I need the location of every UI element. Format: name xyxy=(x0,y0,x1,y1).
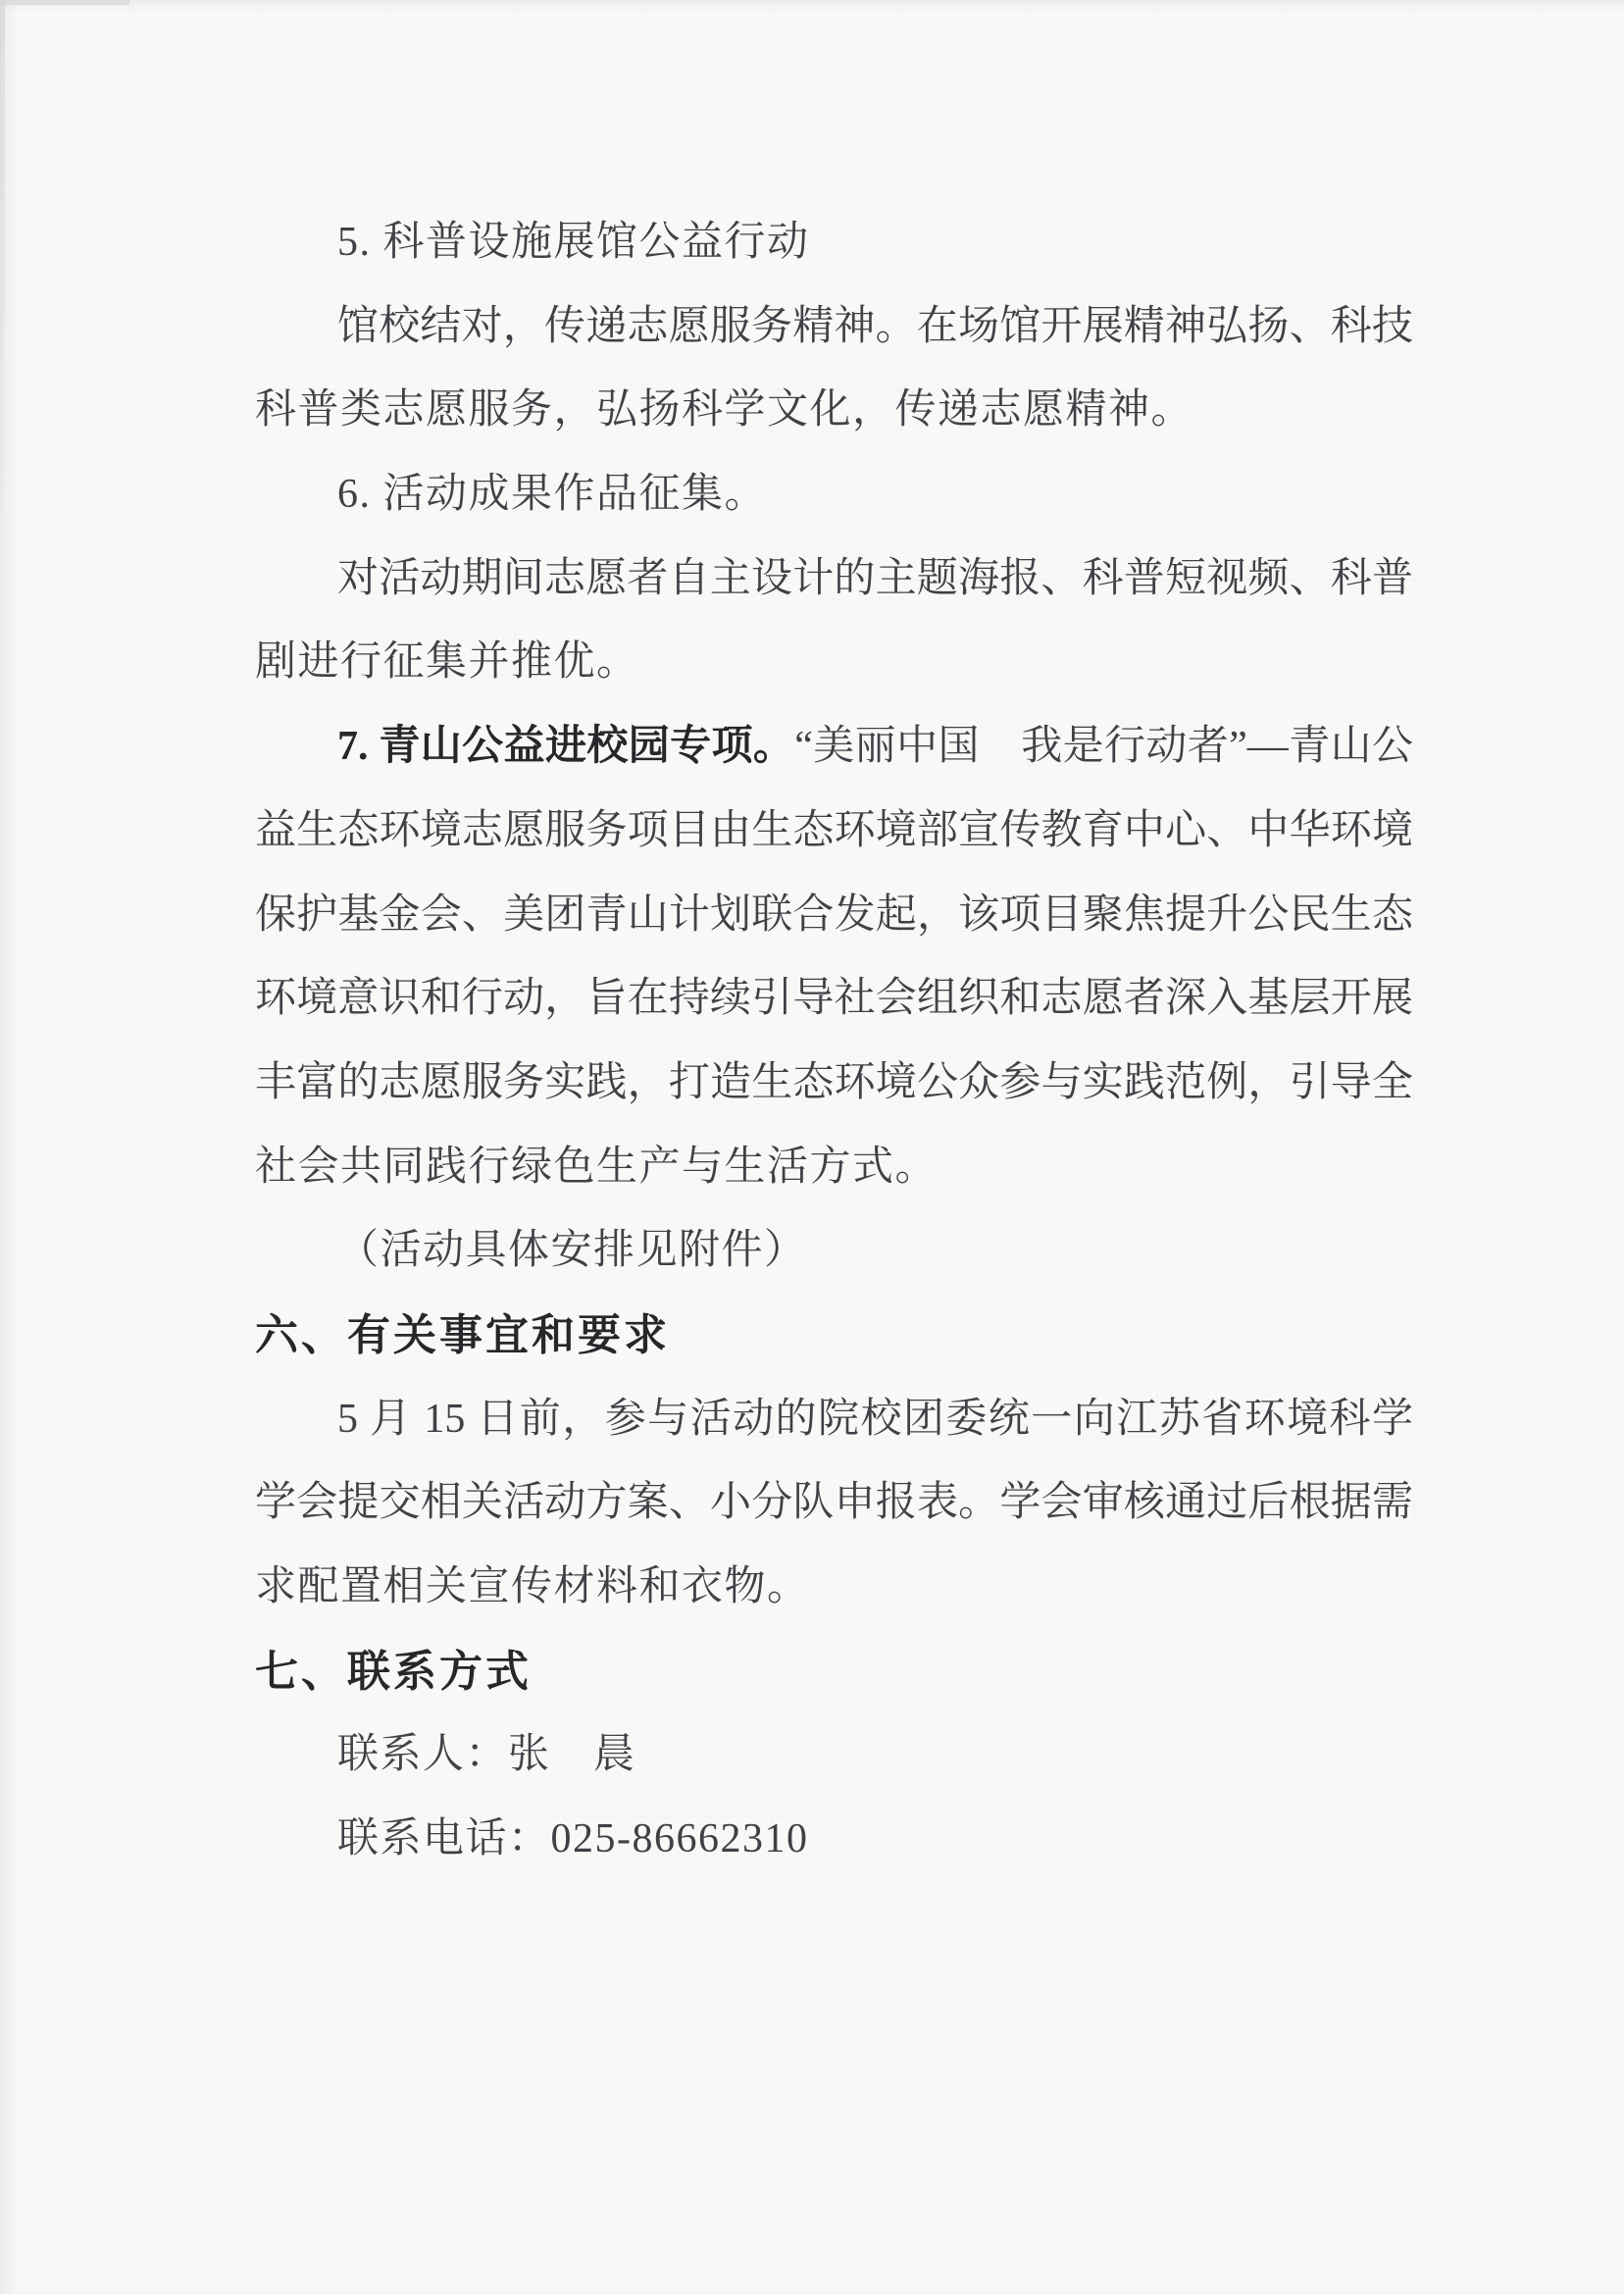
attachment-note xyxy=(255,1209,1413,1294)
section-6-heading xyxy=(255,1294,1413,1378)
item-5-body-2 xyxy=(255,369,1413,453)
text-run: 丰富的志愿服务实践，打造生态环境公众参与实践范例，引导全 xyxy=(255,1059,1413,1105)
text-run: 求配置相关宣传材料和衣物。 xyxy=(255,1564,810,1609)
section-6-body-2 xyxy=(255,1461,1413,1546)
text-run: 学会提交相关活动方案、小分队申报表。学会审核通过后根据需 xyxy=(255,1480,1413,1526)
item-7-line-3 xyxy=(255,874,1413,958)
text-run: 馆校结对，传递志愿服务精神。在场馆开展精神弘扬、科技 xyxy=(337,303,1413,349)
text-run: （活动具体安排见附件） xyxy=(337,1228,807,1274)
text-run: 剧进行征集并推优。 xyxy=(255,639,639,686)
item-7-line-2 xyxy=(255,790,1413,874)
bold-text-run: 六、有关事宜和要求 xyxy=(255,1310,670,1359)
item-6-title xyxy=(255,453,1413,537)
item-5-title xyxy=(255,201,1413,285)
text-run: 对活动期间志愿者自主设计的主题海报、科普短视频、科普 xyxy=(337,555,1413,601)
item-6-body-1 xyxy=(255,537,1413,622)
text-run: 5. 科普设施展馆公益行动 xyxy=(337,220,810,265)
text-run: 保护基金会、美团青山计划联合发起，该项目聚焦提升公民生态 xyxy=(255,892,1413,938)
text-run: 6. 活动成果作品征集。 xyxy=(337,472,768,518)
text-run: 社会共同践行绿色生产与生活方式。 xyxy=(255,1144,939,1190)
item-7-line-6 xyxy=(255,1126,1413,1210)
text-run: 联系人：张 晨 xyxy=(337,1732,636,1778)
item-6-body-2 xyxy=(255,621,1413,705)
text-run: 科普类志愿服务，弘扬科学文化，传递志愿精神。 xyxy=(255,387,1194,433)
text-run: “美丽中国 我是行动者”—青山公 xyxy=(794,724,1413,770)
bold-text-run: 7. 青山公益进校园专项。 xyxy=(337,724,795,770)
scan-artifact-left xyxy=(0,0,5,549)
item-7-line-5 xyxy=(255,1042,1413,1126)
text-block xyxy=(255,201,1413,1882)
contact-person xyxy=(255,1713,1413,1798)
text-run: 环境意识和行动，旨在持续引导社会组织和志愿者深入基层开展 xyxy=(255,976,1413,1022)
contact-phone xyxy=(255,1798,1413,1882)
section-6-body-1 xyxy=(255,1378,1413,1462)
item-7-line-1 xyxy=(255,705,1413,790)
item-5-body-1 xyxy=(255,285,1413,370)
text-run: 联系电话：025-86662310 xyxy=(337,1816,809,1862)
item-7-line-4 xyxy=(255,957,1413,1042)
bold-text-run: 七、联系方式 xyxy=(255,1647,532,1696)
scan-artifact-top xyxy=(0,0,129,5)
section-6-body-3 xyxy=(255,1546,1413,1630)
text-run: 益生态环境志愿服务项目由生态环境部宣传教育中心、中华环境 xyxy=(255,807,1413,853)
section-7-heading xyxy=(255,1630,1413,1714)
text-run: 5 月 15 日前，参与活动的院校团委统一向江苏省环境科学 xyxy=(337,1396,1413,1442)
